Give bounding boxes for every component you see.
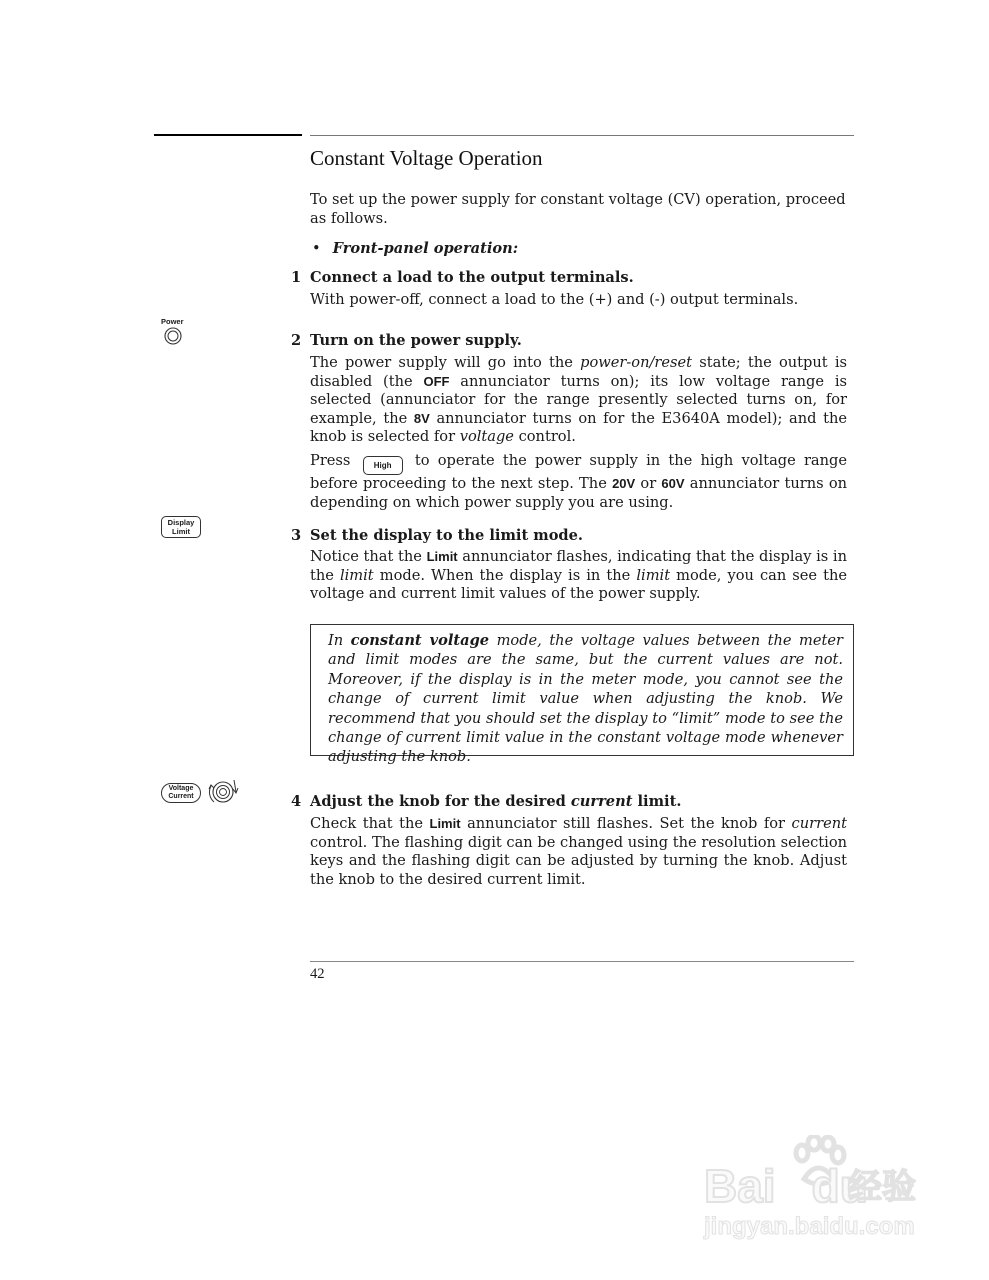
- step-4-heading-b: limit.: [632, 793, 682, 810]
- step-2-text-c: annunciator turns on); its low voltage range is selected (annunciator for the range presently selected turns on, for example, the: [310, 372, 848, 427]
- watermark-cn: 经验: [848, 1168, 916, 1206]
- vc-key-top-label: Voltage: [168, 785, 194, 792]
- step-1-heading: Connect a load to the output terminals.: [310, 269, 634, 286]
- step-2-text-g: or: [635, 475, 662, 492]
- power-button-icon[interactable]: [164, 327, 182, 345]
- display-key-bottom-label: Limit: [172, 527, 190, 536]
- header-rule-right: [310, 135, 854, 136]
- high-key-button[interactable]: High: [363, 456, 403, 475]
- bullet-text: Front-panel operation:: [332, 240, 519, 257]
- step-3-paragraph: [310, 548, 847, 604]
- step-3-text-a: Notice that the: [310, 548, 427, 565]
- voltage-current-key-button[interactable]: [161, 783, 201, 803]
- step-4-text-b: annunciator still flashes. Set the knob for: [460, 815, 792, 832]
- display-limit-key-button[interactable]: [161, 516, 201, 538]
- step-4-text-a: Check that the: [310, 815, 430, 832]
- step-4-paragraph: [310, 815, 847, 889]
- step-4-heading-em: current: [570, 793, 633, 810]
- step-3-heading: Set the display to the limit mode.: [310, 527, 584, 544]
- step-2-paragraph-2: [310, 452, 847, 512]
- knob-icon[interactable]: [205, 776, 241, 806]
- step-3-number: 3: [291, 527, 302, 544]
- header-rule-left: [154, 134, 302, 136]
- step-2-text-e: control.: [513, 428, 576, 446]
- step-2-paragraph-1: [310, 354, 847, 447]
- step-2-text-b: state; the output is disabled (the: [310, 354, 848, 390]
- page-title: Constant Voltage Operation: [310, 146, 543, 170]
- wm-brand-b: du: [811, 1160, 868, 1212]
- note-box: [310, 624, 854, 766]
- note-text-b: mode, the voltage values between the meter and limit modes are the same, but the current values are not. Moreover, if the display is in the meter mode, you cannot see the change of current limit value when adjusting the knob. We recommend that you should set the display to “limit” mode to see the change of current limit value in the constant voltage mode whenever adjusting the knob.: [328, 632, 843, 766]
- annunciator-off: OFF: [423, 373, 450, 389]
- watermark-brand: [704, 1161, 868, 1211]
- page-number: 42: [310, 966, 325, 982]
- step-2-em-voltage: voltage: [459, 428, 514, 446]
- step-4-number: 4: [291, 793, 302, 810]
- annunciator-20v: 20V: [612, 476, 636, 491]
- step-1-text: With power-off, connect a load to the (+) and (-) output terminals.: [310, 291, 799, 308]
- step-2-em-power-on: power-on/reset: [580, 354, 693, 371]
- step-3-text-d: mode, you can see the voltage and current limit values of the power supply.: [310, 566, 848, 603]
- step-3-text-c: mode. When the display is in the: [373, 566, 637, 584]
- annunciator-limit-2: Limit: [429, 816, 461, 831]
- step-2-press-label: Press: [310, 452, 351, 469]
- watermark-url: jingyan.baidu.com: [704, 1213, 915, 1240]
- annunciator-60v: 60V: [661, 476, 685, 491]
- step-2-text-f: to operate the power supply in the high voltage range before proceeding to the next step. The: [310, 452, 848, 492]
- annunciator-limit: Limit: [426, 549, 458, 564]
- note-strong: constant voltage: [350, 632, 490, 649]
- step-2-text-h: annunciator turns on depending on which power supply you are using.: [310, 475, 848, 511]
- step-1-number: 1: [291, 269, 302, 286]
- step-2-text-d: annunciator turns on for the E3640A model); and the knob is selected for: [310, 409, 847, 446]
- wm-brand-a: Bai: [704, 1160, 776, 1212]
- step-4-em-current: current: [791, 815, 847, 832]
- step-4-heading-a: Adjust the knob for the desired: [310, 793, 571, 810]
- note-text-a: In: [328, 632, 351, 649]
- annunciator-8v: 8V: [413, 410, 430, 426]
- step-4-text-c: control. The flashing digit can be changed using the resolution selection keys and the flashing digit can be adjusted by turning the knob. Adjust the knob to the desired current limit.: [310, 833, 847, 888]
- step-3-text-b: annunciator flashes, indicating that the display is in the: [310, 548, 848, 584]
- step-2-number: 2: [291, 332, 302, 349]
- vc-key-bottom-label: Current: [168, 793, 194, 800]
- bullet-symbol: •: [312, 240, 321, 257]
- footer-rule: [310, 961, 854, 962]
- display-key-top-label: Display: [167, 518, 195, 527]
- step-2-text-a: The power supply will go into the: [310, 354, 581, 371]
- power-key-label: Power: [161, 317, 184, 326]
- step-2-heading: Turn on the power supply.: [310, 332, 522, 349]
- intro-line-2: as follows.: [310, 209, 388, 227]
- step-3-em-limit-1: limit: [339, 566, 374, 584]
- baidu-watermark: [700, 1125, 940, 1245]
- step-3-em-limit-2: limit: [636, 566, 671, 584]
- step-4-heading: [310, 793, 681, 810]
- intro-line-1: To set up the power supply for constant voltage (CV) operation, proceed: [310, 191, 846, 208]
- intro-paragraph: [310, 191, 850, 228]
- bullet-front-panel: [312, 240, 518, 259]
